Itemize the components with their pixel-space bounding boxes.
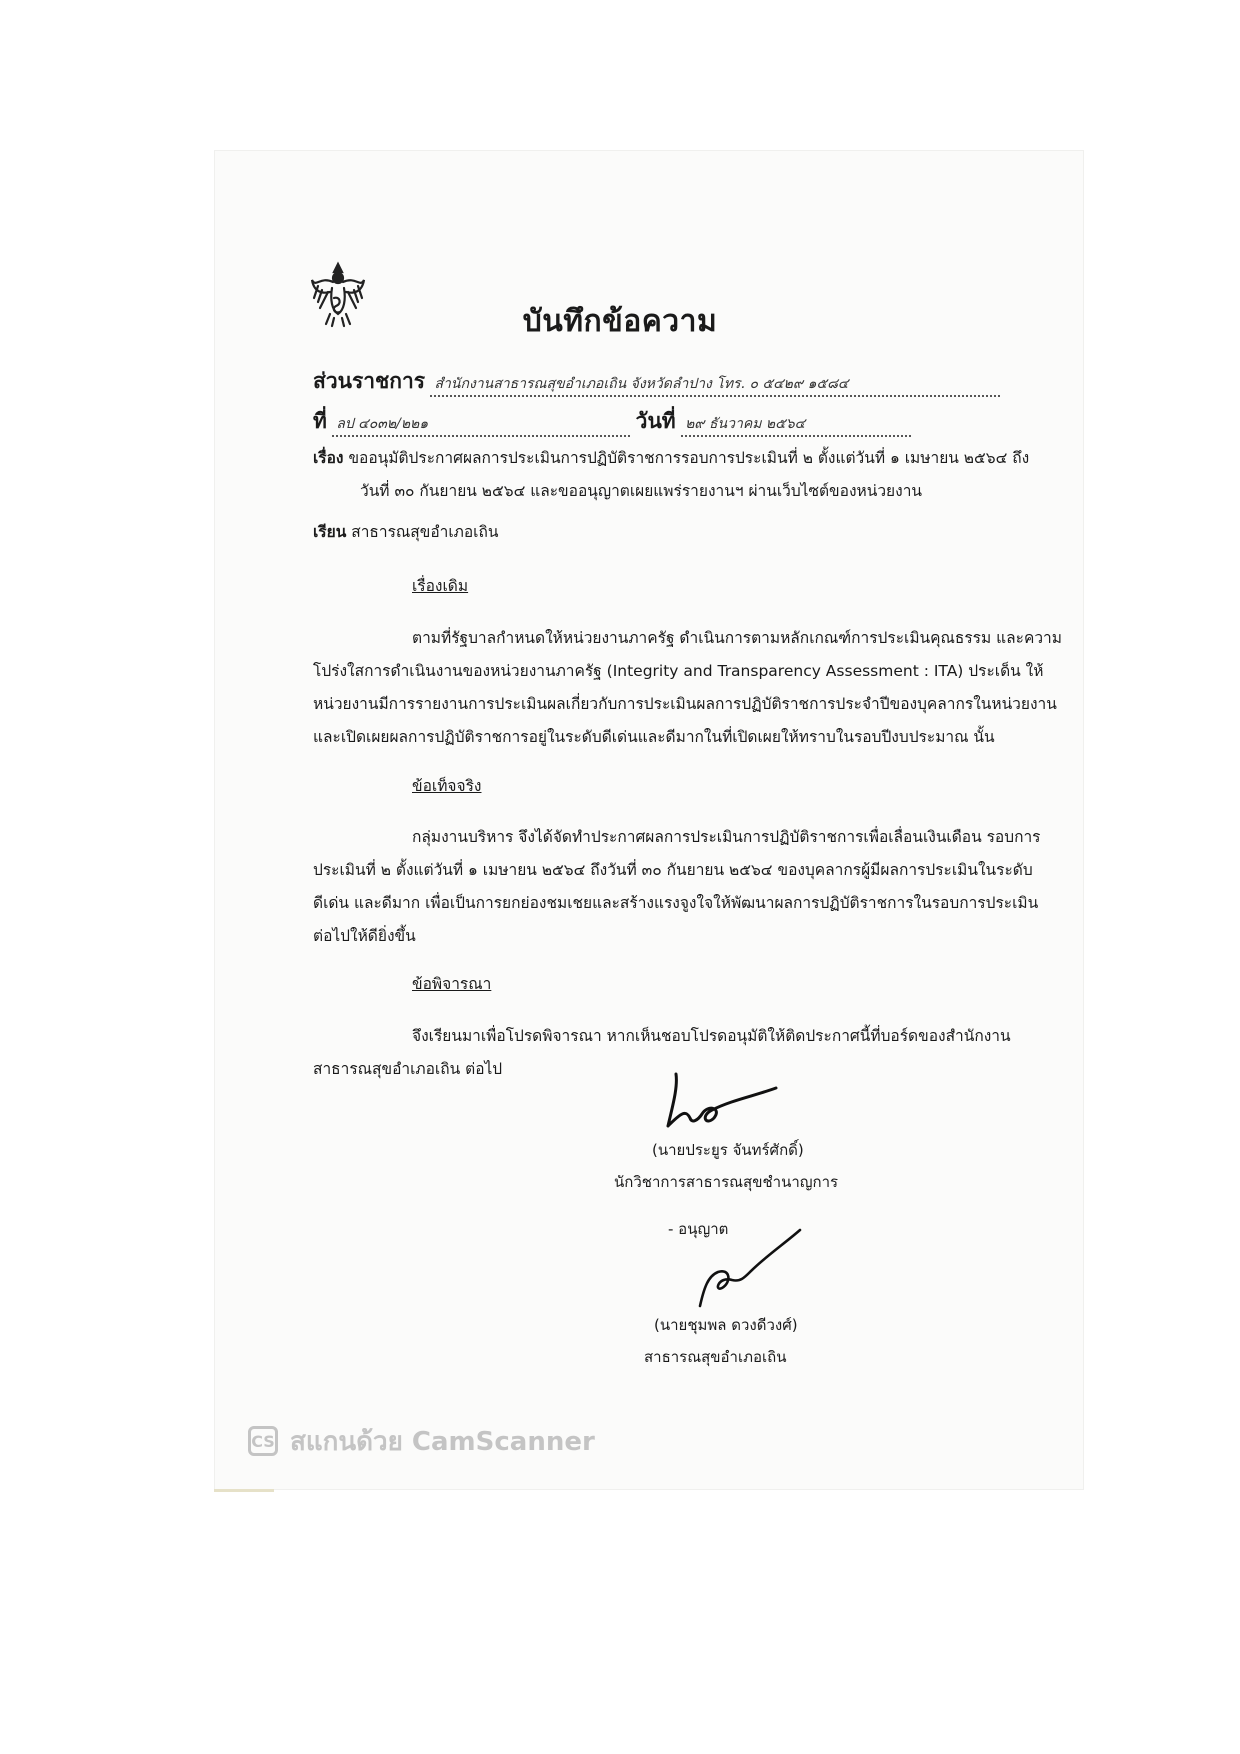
subject-line-1 (313, 442, 1029, 475)
section-consideration-line: จึงเรียนมาเพื่อโปรดพิจารณา หากเห็นชอบโปรดอนุมัติให้ติดประกาศนี้ที่บอร์ดของสำนักงาน (412, 1027, 1011, 1045)
section-background-line: และเปิดเผยผลการปฏิบัติราชการอยู่ในระดับดีเด่นและดีมากในที่เปิดเผยให้ทราบในรอบปีงบประมาณ นั้น (313, 728, 995, 746)
section-background-heading: เรื่องเดิม (412, 577, 469, 595)
camscanner-watermark (248, 1422, 595, 1460)
section-background-line: ตามที่รัฐบาลกำหนดให้หน่วยงานภาครัฐ ดำเนินการตามหลักเกณฑ์การประเมินคุณธรรม และความ (412, 629, 1062, 647)
signer2-name: (นายชุมพล ดวงดีวงศ์) (654, 1316, 798, 1334)
approval-note: - อนุญาต (668, 1220, 729, 1238)
signer1-position: นักวิชาการสาธารณสุขชำนาญการ (614, 1173, 839, 1191)
signature-1 (662, 1068, 780, 1136)
section-facts-line: ดีเด่น และดีมาก เพื่อเป็นการยกย่องชมเชยและสร้างแรงจูงใจให้พัฒนาผลการปฏิบัติราชการในรอบการประเมิน (313, 894, 1039, 912)
section-facts-line: ประเมินที่ ๒ ตั้งแต่วันที่ ๑ เมษายน ๒๕๖๔ ถึงวันที่ ๓๐ กันยายน ๒๕๖๔ ของบุคลากรผู้มีผลการประเมินในระดับ (313, 861, 1033, 879)
memo-title: บันทึกข้อความ (522, 304, 718, 339)
to-value: สาธารณสุขอำเภอเถิน (351, 523, 499, 541)
section-facts-line: ต่อไปให้ดียิ่งขึ้น (313, 927, 416, 945)
section-facts-line: กลุ่มงานบริหาร จึงได้จัดทำประกาศผลการประเมินการปฏิบัติราชการเพื่อเลื่อนเงินเดือน รอบการ (412, 828, 1041, 846)
date-value: ๒๙ ธันวาคม ๒๕๖๔ (685, 416, 806, 432)
camscanner-logo-icon: CS (248, 1426, 278, 1456)
subject-label: เรื่อง (313, 449, 344, 467)
department-row (313, 365, 1000, 398)
department-label: ส่วนราชการ (313, 369, 426, 393)
section-background-line: หน่วยงานมีการรายงานการประเมินผลเกี่ยวกับการประเมินผลการปฏิบัติราชการประจำปีของบุคลากรในหน่วยงาน (313, 695, 1057, 713)
number-date-row (313, 405, 911, 438)
date-label: วันที่ (635, 409, 676, 433)
section-background-line: โปร่งใสการดำเนินงานของหน่วยงานภาครัฐ (Integrity and Transparency Assessment : ITA) ประเด็น ให้ (313, 662, 1044, 680)
number-value: ลป ๔๐๓๒/๒๒๑ (336, 416, 429, 432)
subject-text-1: ขออนุมัติประกาศผลการประเมินการปฏิบัติราชการรอบการประเมินที่ ๒ ตั้งแต่วันที่ ๑ เมษายน ๒๕๖๔ ถึง (348, 449, 1030, 467)
to-label: เรียน (313, 523, 347, 541)
section-consideration-line: สาธารณสุขอำเภอเถิน ต่อไป (313, 1060, 503, 1078)
signer1-name: (นายประยูร จันทร์ศักดิ์) (652, 1141, 804, 1159)
to-line (313, 516, 498, 549)
signature-2 (692, 1228, 804, 1310)
subject-text-2: วันที่ ๓๐ กันยายน ๒๕๖๔ และขออนุญาตเผยแพร่รายงานฯ ผ่านเว็บไซต์ของหน่วยงาน (360, 482, 922, 500)
signer2-position: สาธารณสุขอำเภอเถิน (644, 1348, 787, 1366)
department-value: สำนักงานสาธารณสุขอำเภอเถิน จังหวัดลำปาง โทร. ๐ ๕๔๒๙ ๑๕๘๔ (434, 376, 849, 392)
section-consideration-heading: ข้อพิจารณา (412, 975, 492, 993)
camscanner-text: สแกนด้วย CamScanner (290, 1426, 595, 1457)
section-facts-heading: ข้อเท็จจริง (412, 777, 482, 795)
scanned-page (214, 150, 1084, 1490)
number-label: ที่ (313, 409, 327, 433)
